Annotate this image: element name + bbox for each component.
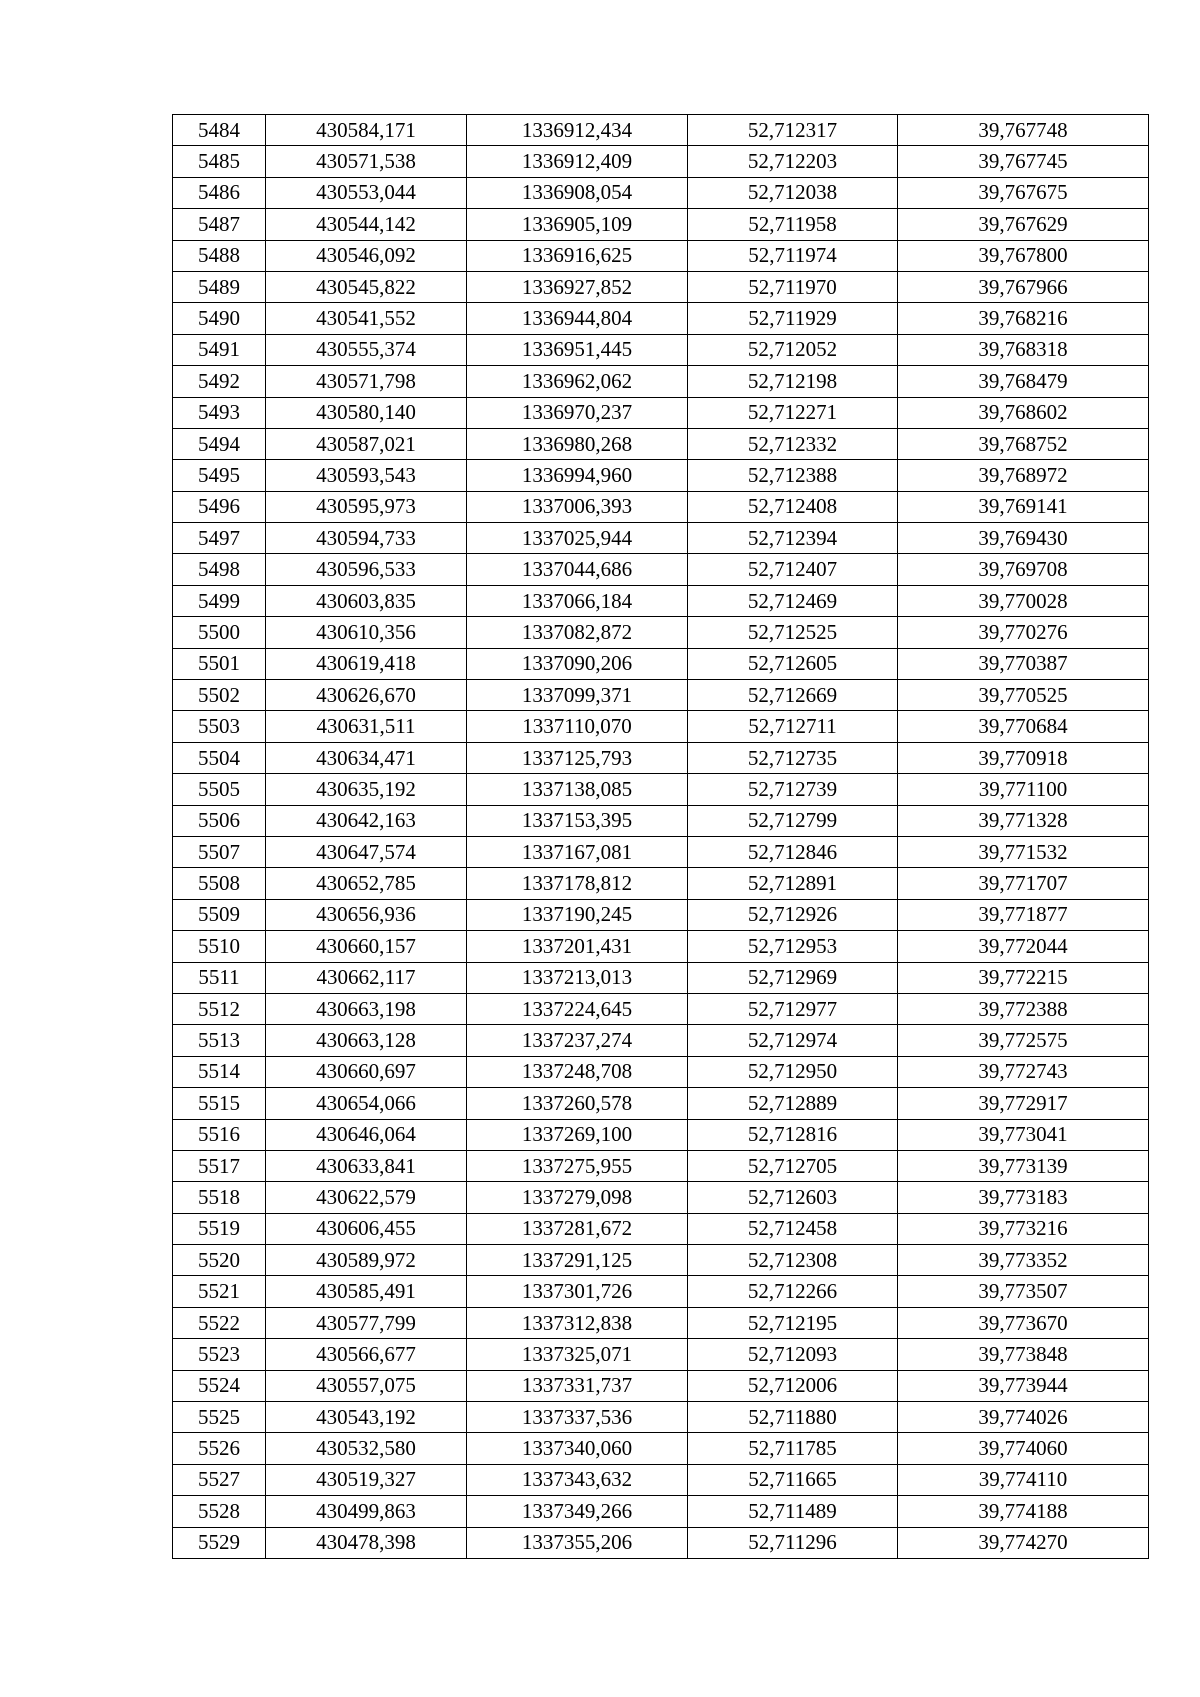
point-number-cell: 5497 <box>173 523 266 554</box>
x-coordinate-cell: 430584,171 <box>266 115 467 146</box>
longitude-cell: 39,774188 <box>898 1496 1149 1527</box>
table-row <box>173 962 1149 993</box>
table-row <box>173 1339 1149 1370</box>
point-number-cell: 5520 <box>173 1245 266 1276</box>
y-coordinate-cell: 1336905,109 <box>467 209 688 240</box>
x-coordinate-cell: 430642,163 <box>266 805 467 836</box>
longitude-cell: 39,773352 <box>898 1245 1149 1276</box>
point-number-cell: 5486 <box>173 177 266 208</box>
point-number-cell: 5523 <box>173 1339 266 1370</box>
y-coordinate-cell: 1336962,062 <box>467 366 688 397</box>
y-coordinate-cell: 1337340,060 <box>467 1433 688 1464</box>
x-coordinate-cell: 430478,398 <box>266 1527 467 1558</box>
point-number-cell: 5525 <box>173 1402 266 1433</box>
y-coordinate-cell: 1337237,274 <box>467 1025 688 1056</box>
x-coordinate-cell: 430557,075 <box>266 1370 467 1401</box>
latitude-cell: 52,712711 <box>688 711 898 742</box>
table-row <box>173 491 1149 522</box>
table-row <box>173 554 1149 585</box>
y-coordinate-cell: 1336951,445 <box>467 334 688 365</box>
latitude-cell: 52,712093 <box>688 1339 898 1370</box>
x-coordinate-cell: 430566,677 <box>266 1339 467 1370</box>
table-row <box>173 805 1149 836</box>
point-number-cell: 5522 <box>173 1307 266 1338</box>
y-coordinate-cell: 1336970,237 <box>467 397 688 428</box>
table-row <box>173 460 1149 491</box>
table-row <box>173 585 1149 616</box>
x-coordinate-cell: 430577,799 <box>266 1307 467 1338</box>
x-coordinate-cell: 430654,066 <box>266 1088 467 1119</box>
x-coordinate-cell: 430660,157 <box>266 931 467 962</box>
latitude-cell: 52,712458 <box>688 1213 898 1244</box>
longitude-cell: 39,767745 <box>898 146 1149 177</box>
point-number-cell: 5491 <box>173 334 266 365</box>
table-row <box>173 1150 1149 1181</box>
table-row <box>173 397 1149 428</box>
x-coordinate-cell: 430619,418 <box>266 648 467 679</box>
longitude-cell: 39,774060 <box>898 1433 1149 1464</box>
latitude-cell: 52,712926 <box>688 899 898 930</box>
point-number-cell: 5499 <box>173 585 266 616</box>
x-coordinate-cell: 430580,140 <box>266 397 467 428</box>
latitude-cell: 52,712038 <box>688 177 898 208</box>
x-coordinate-cell: 430656,936 <box>266 899 467 930</box>
longitude-cell: 39,767966 <box>898 271 1149 302</box>
latitude-cell: 52,712308 <box>688 1245 898 1276</box>
table-row <box>173 366 1149 397</box>
y-coordinate-cell: 1337082,872 <box>467 617 688 648</box>
table-row <box>173 523 1149 554</box>
latitude-cell: 52,712605 <box>688 648 898 679</box>
point-number-cell: 5519 <box>173 1213 266 1244</box>
y-coordinate-cell: 1337269,100 <box>467 1119 688 1150</box>
latitude-cell: 52,712408 <box>688 491 898 522</box>
longitude-cell: 39,769708 <box>898 554 1149 585</box>
x-coordinate-cell: 430593,543 <box>266 460 467 491</box>
longitude-cell: 39,768602 <box>898 397 1149 428</box>
y-coordinate-cell: 1337325,071 <box>467 1339 688 1370</box>
latitude-cell: 52,712669 <box>688 680 898 711</box>
y-coordinate-cell: 1337224,645 <box>467 993 688 1024</box>
point-number-cell: 5524 <box>173 1370 266 1401</box>
y-coordinate-cell: 1337167,081 <box>467 836 688 867</box>
point-number-cell: 5513 <box>173 1025 266 1056</box>
table-row <box>173 1496 1149 1527</box>
longitude-cell: 39,771328 <box>898 805 1149 836</box>
point-number-cell: 5498 <box>173 554 266 585</box>
table-row <box>173 1182 1149 1213</box>
x-coordinate-cell: 430646,064 <box>266 1119 467 1150</box>
x-coordinate-cell: 430631,511 <box>266 711 467 742</box>
point-number-cell: 5495 <box>173 460 266 491</box>
table-row <box>173 931 1149 962</box>
x-coordinate-cell: 430543,192 <box>266 1402 467 1433</box>
y-coordinate-cell: 1337301,726 <box>467 1276 688 1307</box>
x-coordinate-cell: 430499,863 <box>266 1496 467 1527</box>
latitude-cell: 52,712735 <box>688 742 898 773</box>
latitude-cell: 52,711958 <box>688 209 898 240</box>
table-row <box>173 146 1149 177</box>
table-row <box>173 617 1149 648</box>
x-coordinate-cell: 430622,579 <box>266 1182 467 1213</box>
latitude-cell: 52,712525 <box>688 617 898 648</box>
y-coordinate-cell: 1336908,054 <box>467 177 688 208</box>
table-row <box>173 1119 1149 1150</box>
x-coordinate-cell: 430532,580 <box>266 1433 467 1464</box>
y-coordinate-cell: 1337110,070 <box>467 711 688 742</box>
latitude-cell: 52,712603 <box>688 1182 898 1213</box>
table-row <box>173 1370 1149 1401</box>
latitude-cell: 52,712332 <box>688 428 898 459</box>
table-row <box>173 774 1149 805</box>
y-coordinate-cell: 1337178,812 <box>467 868 688 899</box>
point-number-cell: 5490 <box>173 303 266 334</box>
latitude-cell: 52,712974 <box>688 1025 898 1056</box>
x-coordinate-cell: 430541,552 <box>266 303 467 334</box>
x-coordinate-cell: 430662,117 <box>266 962 467 993</box>
table-row <box>173 1464 1149 1495</box>
x-coordinate-cell: 430647,574 <box>266 836 467 867</box>
y-coordinate-cell: 1337337,536 <box>467 1402 688 1433</box>
longitude-cell: 39,773139 <box>898 1150 1149 1181</box>
longitude-cell: 39,770028 <box>898 585 1149 616</box>
x-coordinate-cell: 430553,044 <box>266 177 467 208</box>
point-number-cell: 5509 <box>173 899 266 930</box>
x-coordinate-cell: 430545,822 <box>266 271 467 302</box>
latitude-cell: 52,711296 <box>688 1527 898 1558</box>
x-coordinate-cell: 430555,374 <box>266 334 467 365</box>
longitude-cell: 39,773041 <box>898 1119 1149 1150</box>
y-coordinate-cell: 1336944,804 <box>467 303 688 334</box>
table-row <box>173 1307 1149 1338</box>
table-row <box>173 334 1149 365</box>
latitude-cell: 52,711929 <box>688 303 898 334</box>
latitude-cell: 52,712203 <box>688 146 898 177</box>
longitude-cell: 39,771532 <box>898 836 1149 867</box>
latitude-cell: 52,712950 <box>688 1056 898 1087</box>
point-number-cell: 5503 <box>173 711 266 742</box>
longitude-cell: 39,774270 <box>898 1527 1149 1558</box>
point-number-cell: 5485 <box>173 146 266 177</box>
point-number-cell: 5521 <box>173 1276 266 1307</box>
y-coordinate-cell: 1337090,206 <box>467 648 688 679</box>
x-coordinate-cell: 430603,835 <box>266 585 467 616</box>
point-number-cell: 5484 <box>173 115 266 146</box>
longitude-cell: 39,768216 <box>898 303 1149 334</box>
table-row <box>173 1245 1149 1276</box>
point-number-cell: 5508 <box>173 868 266 899</box>
latitude-cell: 52,711970 <box>688 271 898 302</box>
point-number-cell: 5528 <box>173 1496 266 1527</box>
y-coordinate-cell: 1337281,672 <box>467 1213 688 1244</box>
y-coordinate-cell: 1336916,625 <box>467 240 688 271</box>
x-coordinate-cell: 430626,670 <box>266 680 467 711</box>
table-row <box>173 742 1149 773</box>
y-coordinate-cell: 1337355,206 <box>467 1527 688 1558</box>
latitude-cell: 52,712953 <box>688 931 898 962</box>
point-number-cell: 5506 <box>173 805 266 836</box>
latitude-cell: 52,712052 <box>688 334 898 365</box>
x-coordinate-cell: 430544,142 <box>266 209 467 240</box>
point-number-cell: 5488 <box>173 240 266 271</box>
y-coordinate-cell: 1336927,852 <box>467 271 688 302</box>
coordinates-table-body <box>173 115 1149 1559</box>
point-number-cell: 5493 <box>173 397 266 428</box>
x-coordinate-cell: 430585,491 <box>266 1276 467 1307</box>
x-coordinate-cell: 430634,471 <box>266 742 467 773</box>
longitude-cell: 39,769141 <box>898 491 1149 522</box>
point-number-cell: 5512 <box>173 993 266 1024</box>
y-coordinate-cell: 1337291,125 <box>467 1245 688 1276</box>
point-number-cell: 5502 <box>173 680 266 711</box>
point-number-cell: 5514 <box>173 1056 266 1087</box>
x-coordinate-cell: 430587,021 <box>266 428 467 459</box>
x-coordinate-cell: 430595,973 <box>266 491 467 522</box>
latitude-cell: 52,712969 <box>688 962 898 993</box>
longitude-cell: 39,768752 <box>898 428 1149 459</box>
table-row <box>173 648 1149 679</box>
point-number-cell: 5515 <box>173 1088 266 1119</box>
point-number-cell: 5510 <box>173 931 266 962</box>
latitude-cell: 52,711489 <box>688 1496 898 1527</box>
y-coordinate-cell: 1337066,184 <box>467 585 688 616</box>
latitude-cell: 52,712977 <box>688 993 898 1024</box>
table-row <box>173 836 1149 867</box>
x-coordinate-cell: 430546,092 <box>266 240 467 271</box>
point-number-cell: 5500 <box>173 617 266 648</box>
y-coordinate-cell: 1337279,098 <box>467 1182 688 1213</box>
longitude-cell: 39,767675 <box>898 177 1149 208</box>
point-number-cell: 5489 <box>173 271 266 302</box>
table-row <box>173 428 1149 459</box>
latitude-cell: 52,711974 <box>688 240 898 271</box>
y-coordinate-cell: 1337025,944 <box>467 523 688 554</box>
longitude-cell: 39,773183 <box>898 1182 1149 1213</box>
table-row <box>173 1213 1149 1244</box>
point-number-cell: 5529 <box>173 1527 266 1558</box>
latitude-cell: 52,712006 <box>688 1370 898 1401</box>
y-coordinate-cell: 1337260,578 <box>467 1088 688 1119</box>
latitude-cell: 52,711665 <box>688 1464 898 1495</box>
x-coordinate-cell: 430610,356 <box>266 617 467 648</box>
longitude-cell: 39,770387 <box>898 648 1149 679</box>
longitude-cell: 39,768318 <box>898 334 1149 365</box>
table-row <box>173 209 1149 240</box>
table-row <box>173 303 1149 334</box>
table-row <box>173 1056 1149 1087</box>
table-row <box>173 1276 1149 1307</box>
longitude-cell: 39,771100 <box>898 774 1149 805</box>
longitude-cell: 39,773848 <box>898 1339 1149 1370</box>
point-number-cell: 5492 <box>173 366 266 397</box>
point-number-cell: 5511 <box>173 962 266 993</box>
latitude-cell: 52,712739 <box>688 774 898 805</box>
table-row <box>173 240 1149 271</box>
point-number-cell: 5487 <box>173 209 266 240</box>
y-coordinate-cell: 1337275,955 <box>467 1150 688 1181</box>
x-coordinate-cell: 430606,455 <box>266 1213 467 1244</box>
latitude-cell: 52,712816 <box>688 1119 898 1150</box>
longitude-cell: 39,767748 <box>898 115 1149 146</box>
x-coordinate-cell: 430663,198 <box>266 993 467 1024</box>
x-coordinate-cell: 430571,798 <box>266 366 467 397</box>
table-row <box>173 868 1149 899</box>
longitude-cell: 39,770276 <box>898 617 1149 648</box>
x-coordinate-cell: 430519,327 <box>266 1464 467 1495</box>
point-number-cell: 5504 <box>173 742 266 773</box>
longitude-cell: 39,773944 <box>898 1370 1149 1401</box>
longitude-cell: 39,767800 <box>898 240 1149 271</box>
latitude-cell: 52,712271 <box>688 397 898 428</box>
y-coordinate-cell: 1337099,371 <box>467 680 688 711</box>
latitude-cell: 52,712469 <box>688 585 898 616</box>
latitude-cell: 52,712388 <box>688 460 898 491</box>
y-coordinate-cell: 1337138,085 <box>467 774 688 805</box>
x-coordinate-cell: 430635,192 <box>266 774 467 805</box>
y-coordinate-cell: 1337331,737 <box>467 1370 688 1401</box>
y-coordinate-cell: 1336980,268 <box>467 428 688 459</box>
latitude-cell: 52,712407 <box>688 554 898 585</box>
table-row <box>173 271 1149 302</box>
point-number-cell: 5526 <box>173 1433 266 1464</box>
latitude-cell: 52,712705 <box>688 1150 898 1181</box>
longitude-cell: 39,770918 <box>898 742 1149 773</box>
point-number-cell: 5527 <box>173 1464 266 1495</box>
x-coordinate-cell: 430596,533 <box>266 554 467 585</box>
x-coordinate-cell: 430589,972 <box>266 1245 467 1276</box>
latitude-cell: 52,712317 <box>688 115 898 146</box>
table-row <box>173 993 1149 1024</box>
latitude-cell: 52,712799 <box>688 805 898 836</box>
longitude-cell: 39,768972 <box>898 460 1149 491</box>
longitude-cell: 39,773670 <box>898 1307 1149 1338</box>
longitude-cell: 39,771877 <box>898 899 1149 930</box>
longitude-cell: 39,769430 <box>898 523 1149 554</box>
longitude-cell: 39,767629 <box>898 209 1149 240</box>
y-coordinate-cell: 1337201,431 <box>467 931 688 962</box>
longitude-cell: 39,772215 <box>898 962 1149 993</box>
x-coordinate-cell: 430660,697 <box>266 1056 467 1087</box>
longitude-cell: 39,771707 <box>898 868 1149 899</box>
table-row <box>173 711 1149 742</box>
longitude-cell: 39,772743 <box>898 1056 1149 1087</box>
longitude-cell: 39,772575 <box>898 1025 1149 1056</box>
point-number-cell: 5505 <box>173 774 266 805</box>
longitude-cell: 39,772388 <box>898 993 1149 1024</box>
table-row <box>173 177 1149 208</box>
longitude-cell: 39,772917 <box>898 1088 1149 1119</box>
latitude-cell: 52,712195 <box>688 1307 898 1338</box>
latitude-cell: 52,712198 <box>688 366 898 397</box>
table-row <box>173 1433 1149 1464</box>
y-coordinate-cell: 1337312,838 <box>467 1307 688 1338</box>
latitude-cell: 52,711785 <box>688 1433 898 1464</box>
longitude-cell: 39,770684 <box>898 711 1149 742</box>
point-number-cell: 5507 <box>173 836 266 867</box>
coordinates-table <box>172 114 1149 1559</box>
y-coordinate-cell: 1337343,632 <box>467 1464 688 1495</box>
table-row <box>173 115 1149 146</box>
y-coordinate-cell: 1336994,960 <box>467 460 688 491</box>
latitude-cell: 52,712266 <box>688 1276 898 1307</box>
longitude-cell: 39,774026 <box>898 1402 1149 1433</box>
y-coordinate-cell: 1337153,395 <box>467 805 688 836</box>
longitude-cell: 39,773507 <box>898 1276 1149 1307</box>
latitude-cell: 52,712891 <box>688 868 898 899</box>
latitude-cell: 52,712846 <box>688 836 898 867</box>
y-coordinate-cell: 1337349,266 <box>467 1496 688 1527</box>
y-coordinate-cell: 1337213,013 <box>467 962 688 993</box>
longitude-cell: 39,774110 <box>898 1464 1149 1495</box>
point-number-cell: 5501 <box>173 648 266 679</box>
y-coordinate-cell: 1337044,686 <box>467 554 688 585</box>
x-coordinate-cell: 430633,841 <box>266 1150 467 1181</box>
y-coordinate-cell: 1336912,434 <box>467 115 688 146</box>
latitude-cell: 52,711880 <box>688 1402 898 1433</box>
table-row <box>173 1527 1149 1558</box>
table-row <box>173 899 1149 930</box>
point-number-cell: 5516 <box>173 1119 266 1150</box>
table-row <box>173 1088 1149 1119</box>
x-coordinate-cell: 430571,538 <box>266 146 467 177</box>
point-number-cell: 5494 <box>173 428 266 459</box>
x-coordinate-cell: 430663,128 <box>266 1025 467 1056</box>
longitude-cell: 39,768479 <box>898 366 1149 397</box>
point-number-cell: 5518 <box>173 1182 266 1213</box>
point-number-cell: 5517 <box>173 1150 266 1181</box>
longitude-cell: 39,772044 <box>898 931 1149 962</box>
y-coordinate-cell: 1337006,393 <box>467 491 688 522</box>
table-row <box>173 1402 1149 1433</box>
y-coordinate-cell: 1337125,793 <box>467 742 688 773</box>
longitude-cell: 39,773216 <box>898 1213 1149 1244</box>
latitude-cell: 52,712394 <box>688 523 898 554</box>
point-number-cell: 5496 <box>173 491 266 522</box>
latitude-cell: 52,712889 <box>688 1088 898 1119</box>
table-row <box>173 680 1149 711</box>
x-coordinate-cell: 430594,733 <box>266 523 467 554</box>
y-coordinate-cell: 1336912,409 <box>467 146 688 177</box>
longitude-cell: 39,770525 <box>898 680 1149 711</box>
x-coordinate-cell: 430652,785 <box>266 868 467 899</box>
table-row <box>173 1025 1149 1056</box>
y-coordinate-cell: 1337190,245 <box>467 899 688 930</box>
y-coordinate-cell: 1337248,708 <box>467 1056 688 1087</box>
